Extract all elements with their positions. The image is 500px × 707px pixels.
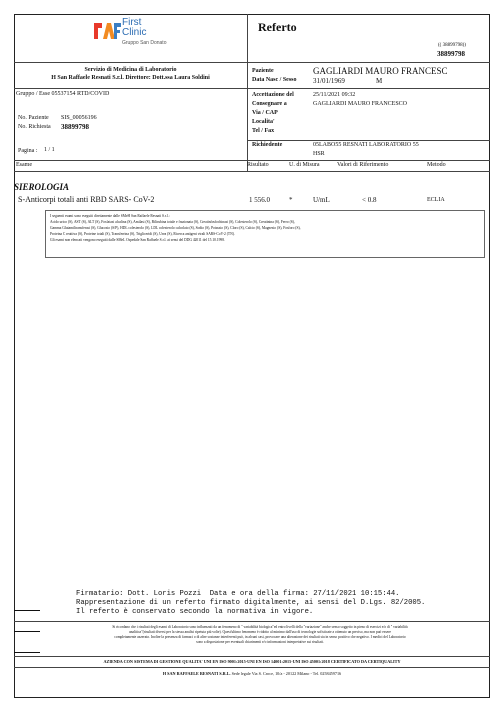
result-riferimento: < 0.8: [362, 196, 377, 204]
label-no-paziente: No. Paziente: [18, 115, 49, 121]
result-metodo: ECLIA: [427, 197, 445, 203]
patient-rule: [14, 88, 490, 89]
table-header-bottom-rule: [14, 171, 490, 172]
no-paziente: SIS_00056196: [61, 115, 97, 121]
consegnare: GAGLIARDI MAURO FRANCESCO: [313, 101, 408, 107]
col-unita: U. di Misura: [289, 162, 320, 168]
col-metodo: Metodo: [427, 162, 446, 168]
barcode-caption: (( 38899798)): [438, 43, 466, 48]
richiedente-line2: HSR: [313, 151, 325, 157]
header-bottom-rule: [14, 62, 490, 63]
disclaimer-line: analitica"(risultati diversi per la stessa analisi ripetuta più volte). Quest'ultimo fenomeno è ridotto al minimo dall'uso di tecnologie sofisticate a ottenuto un preciso, ma non può essere: [128, 630, 392, 634]
lab-director: H San Raffaele Resnati S.r.l. Direttore: Dott.ssa Laura Soldini: [51, 75, 210, 81]
label-richiedente: Richiedente: [252, 142, 283, 148]
signature-line1: Firmatario: Dott. Loris Pozzi Data e ora della firma: 27/11/2021 10:15:44.: [76, 590, 400, 598]
certification-top-rule: [14, 656, 490, 657]
result-flag: *: [289, 196, 293, 204]
header-divider: [247, 14, 248, 62]
signature-line3: Il referto è conservato secondo la normativa in vigore.: [76, 608, 314, 616]
patient-sex: M: [376, 77, 383, 85]
table-header-top-rule: [14, 160, 490, 161]
disclaimer-line: Si ricordano che i risultati degli esami di Laboratorio sono influenzati da un fenomeno di " variabilità biologica"ed entro livelli della "variazione" anche senso soggetto in pieno di esercizi e/o di " variabilità: [112, 625, 408, 629]
company-line: [14, 671, 490, 677]
note-line: Gamma Glutamiltransferasi (S), Glucosio (S/P), HDL colesterolo (S), LDL colesterolo calcolato (S), Sodio (S), Potassio (S), Cloro (S), Calcio (S), Magnesio (S), Fosforo (S),: [50, 226, 301, 230]
referto-number: 38899798: [437, 50, 465, 58]
label-pagina: Pagina :: [18, 148, 38, 154]
logo-subtitle: Gruppo San Donato: [122, 40, 167, 46]
result-valore: 1 556.0: [249, 196, 270, 204]
notes-box: [45, 210, 485, 258]
first-clinic-logo-icon: [92, 19, 122, 41]
footer-disclaimer: [40, 625, 480, 645]
company-name: H SAN RAFFAELE RESNATI S.R.L.: [162, 671, 231, 676]
section-title: SIEROLOGIA: [14, 182, 70, 192]
note-line: I seguenti esami sono eseguiti direttamente dalle SMeH San Raffaele Resnati S.r.l.:: [50, 214, 170, 218]
patient-name: GAGLIARDI MAURO FRANCESC: [313, 66, 448, 76]
footer-top-rule: [14, 621, 490, 622]
note-line: Gli esami non elencati vengono eseguiti dalle SMeL Ospedale San Raffaele S.r.l. ai sensi del DDG 42011 del 15.10.1998.: [50, 238, 225, 242]
no-richiesta: 38899798: [61, 123, 89, 131]
label-no-richiesta: No. Richiesta: [18, 124, 51, 130]
info-divider: [247, 62, 248, 172]
col-valori: Valori di Riferimento: [337, 162, 389, 168]
margin-mark: [14, 631, 40, 632]
margin-mark: [14, 610, 40, 611]
margin-mark: [14, 652, 40, 653]
gruppo-esse: Gruppo / Esse 05537154 RTD/COVID: [16, 91, 110, 97]
patient-birth-date: 31/01/1969: [313, 77, 345, 85]
col-esame: Esame: [16, 162, 32, 168]
label-consegnare: Consegnare a: [252, 101, 287, 107]
pagina: 1 / 1: [44, 147, 55, 153]
certification-bottom-rule: [14, 667, 490, 668]
col-risultato: Risultato: [247, 162, 269, 168]
doc-title: Referto: [258, 20, 297, 34]
label-localita: Localita': [252, 119, 275, 125]
logo-text-clinic: Clinic: [122, 27, 147, 38]
label-tel: Tel / Fax: [252, 128, 275, 134]
note-line: Proteina C reattiva (S), Proteine totali (S), Transferrina (S), Trigliceridi (S), Urea (S), Ricerca antigeni virali SARS-CoV-2 (TN).: [50, 232, 235, 236]
disclaimer-line: completamente azzerato. Inoltre la presenza di farmaci o di altre sostanze interferenti può, in alcuni casi, provocare una alterazione dei risultati sia in senso positivo che negativo. I medici del Laboratorio: [114, 635, 406, 639]
accettazione: 25/11/2021 09:32: [313, 92, 356, 98]
result-unita: U/mL: [313, 196, 330, 204]
certification: AZIENDA CON SISTEMA DI GESTIONE QUALITA' UNI EN ISO 9001:2015-UNI EN ISO 14001:2015-UNI ISO 45001:2018 CERTIFICATO DA CERTIQUALITY: [103, 659, 401, 664]
lab-service: Servizio di Medicina di Laboratorio: [84, 67, 177, 73]
label-via: Via / CAP: [252, 110, 278, 116]
label-accettazione: Accettazione del: [252, 92, 294, 98]
result-esame: S-Anticorpi totali anti RBD SARS- CoV-2: [18, 195, 155, 204]
richiedente-rule: [247, 140, 490, 141]
disclaimer-line: sono a disposizione per eventuali chiarimenti e/o informazioni interpretative sui risultati.: [196, 640, 324, 644]
signature-line2: Rappresentazione di un referto firmato digitalmente, ai sensi del D.Lgs. 82/2005.: [76, 599, 426, 607]
richiedente: 05LABO55 RESNATI LABORATORIO 55: [313, 142, 419, 148]
label-data-nasc: Data Nasc / Sesso: [252, 77, 297, 83]
note-line: Acido urico (S), AST (S), ALT (S), Fosfatasi alcalina (S), Amilasi (S), Bilirubina totale e frazionata (S), Creatinfosfochinasi (S), Colesterolo (S), Creatinina (S), Ferro (S),: [50, 220, 295, 224]
company-address: Sede legale Via S. Croce, 10/a - 20122 Milano - Tel. 0258459716: [231, 671, 342, 676]
label-paziente: Paziente: [252, 68, 274, 74]
logo-text-first: First: [122, 17, 142, 28]
